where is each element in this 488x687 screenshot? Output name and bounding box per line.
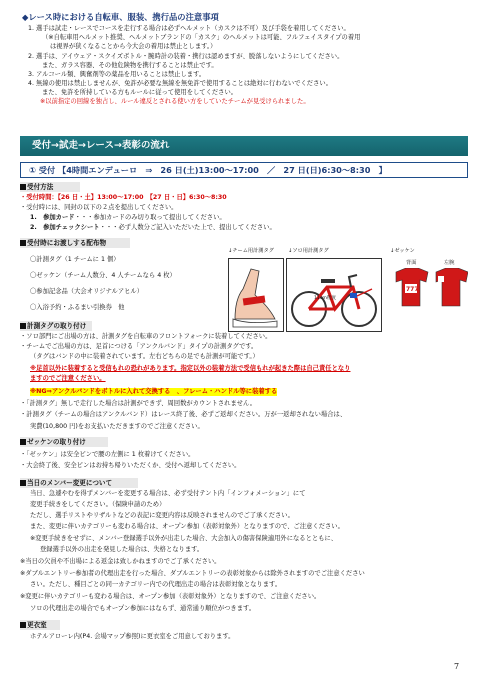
rules-warning: ※以前指定の回線を独占し、ルール違反とされる使い方をしていたチームが見受けられました。 [40,98,310,105]
timing-line: ・ソロ部門にご出場の方は、計測タグを自転車のフロントフォークに装着してください。 [20,333,272,340]
reception-header: 受付方法 [20,183,53,193]
member-line: 当日、急遽やむを得ずメンバーを変更する場合は、必ず受付テント内「インフォメーション」にて [30,490,306,497]
member-header: 当日のメンバー変更について [20,479,112,489]
rule-4: 4. 無線の使用は禁止しませんが、免許が必要な無線を無免許で使用することは絶対に行わないでください。 [28,80,332,87]
fig-label-left: 左腕 [444,260,455,266]
section-heading: ◆レース時における自転車、服装、携行品の注意事項 [22,12,219,22]
reception-item-2: 2. 参加チェックシート・・・必ず人数分ご記入いただいた上で、提出してください。 [30,224,276,231]
ankle-band-figure [228,258,284,332]
flow-band: 受付→試走→レース→表彰の流れ [20,136,468,156]
member-line: さい。ただし、種目ごとの同一カテゴリー内での代理出走の場合は表彰対象となります。 [30,581,282,588]
figures-area [226,248,470,338]
timing-line: ・計測タグ（チームの場合はアンクルバンド）はレース終了後、必ずご返却ください。万が一返却されない場合は、 [20,411,347,418]
member-line: ※変更手続きをせずに、メンバー登録選手以外が出走した場合、大会加入の傷害保険適用外になるとともに、 [30,535,338,542]
changing-line: ホテルアローレ内(P4. 会場マップ参照)に更衣室をご用意しております。 [30,633,235,640]
ankle-band-icon [229,259,283,331]
bib-line: ・「ゼッケン」は安全ピンで腰の左側に 1 枚着けてください。 [20,451,195,458]
member-line: ※当日の欠員や不出場による返金は致しかねますのでご了承ください。 [20,558,221,565]
rule-2: 2. 選手は、アイウェア・スクイズボトル・腕時計の装着・携行は認めますが、脱落しないようにしてください。 [28,53,344,60]
timing-line: ・チームでご出場の方は、足首につける「アンクルバンド」タイプの計測タグです。 [20,343,258,350]
timing-ng-note: ※NG⇒アンクルバンドをボトルに入れて交換する 、フレーム・ハンドル等に装着する [30,388,278,395]
reception-time: ・受付時間：【26 日・土】13:00～17:00 【27 日・日】6:30～8:30 [20,194,227,201]
rule-2-cont: また、ガラス容器、その他危険物を携行することは禁止です。 [42,62,218,69]
reception-item-1: 1. 参加カード・・・参加カードのみ切り取って提出してください。 [30,214,226,221]
kit-item: 〇参加記念品（大会オリジナルアヒル） [30,288,144,295]
fig-label-solo-tag: ↓ソロ用計測タグ [288,248,329,254]
fig-label-ankle: 11cm程度 [314,296,337,301]
timing-warning: ※足首以外に装着すると受信もれの恐れがあります。指定以外の装着方法で受信もれが起きた際は自己責任となり [30,365,351,372]
member-line: 登録選手以外の出走を発見した場合は、失格となります。 [40,546,204,553]
timing-line: （タグはバンドの中に装着されています。左右どちらの足でも計測が可能です。） [30,353,259,360]
changing-header: 更衣室 [20,621,47,631]
jersey-icon [388,268,468,308]
member-line: ただし、選手リストやリザルトなどの表記に変更内容は反映されませんのでご了承ください。 [30,512,294,519]
timing-header: 計測タグの取り付け [20,322,86,332]
kit-header: 受付時にお渡しする配布物 [20,239,106,249]
bib-header: ゼッケンの取り付け [20,438,86,448]
bike-figure [286,258,382,332]
reception-line: ・受付時には、同封の以下の２点を提出してください。 [20,204,178,211]
kit-item: 〇入浴予約・ふるまい引換券 他 [30,304,125,311]
page-number: 7 [454,662,460,671]
member-line: ※変更に伴いカテゴリーも変わる場合は、オープン参加（表彰対象外）となりますので、ご注意ください。 [20,593,321,600]
bib-number: 777 [406,286,419,293]
rule-1: 1. 選手は試走・レースでコースを走行する場合は必ずヘルメット（カスクは不可）及び手袋を着用してください。 [28,25,350,32]
fig-label-team-tag: ↓チーム用計測タグ [228,248,274,254]
timing-line: ・「計測タグ」無しで走行した場合は計測ができず、周回数がカウントされません。 [20,400,257,407]
reception-prefix: 受付 [38,165,56,175]
fig-label-bib: ↓ゼッケン [390,248,415,254]
member-line: ソロの代理出走の場合でもオープン参加にはならず、通常通り順位がつきます。 [30,605,256,612]
fig-label-back: 背面 [406,260,417,266]
member-line: また、変更に伴いカテゴリーも変わる場合は、オープン参加（表彰対象外）となりますので、ご注意ください。 [30,523,344,530]
bib-figure [388,258,468,332]
member-line: ※ダブルエントリー参加者の代理出走を行った場合、ダブルエントリーの表彰対象からは除外されますのでご注意ください [20,570,365,577]
rule-1-note: （※自転車用ヘルメット推奨、ヘルメットブランドの「カスク」のヘルメットは可能、フルフェイスタイプの着用 [42,34,361,41]
member-line: 変更手続きをしてください。（保険申請のため） [30,501,166,508]
bicycle-icon [287,259,381,331]
timing-warning-cont: ますのでご注意ください。 [30,375,106,382]
kit-item: 〇計測タグ（1 チームに 1 個） [30,256,120,263]
rule-4-cont: また、免許を所持している方もルールに従って使用をしてください。 [42,89,238,96]
circle-number: ① [29,165,36,175]
timing-line: 実費(10,800 円)をお支払いただきますのでご注意ください。 [30,423,204,430]
kit-item: 〇ゼッケン（チーム人数分、4 人チームなら 4 枚） [30,272,176,279]
reception-title: 【4時間エンデューロ ⇒ 26 日(土)13:00～17:00 ／ 27 日(日)6:30～8:30 】 [58,165,387,175]
bib-line: ・大会終了後、安全ピンはお持ち帰りいただくか、受付へ返却してください。 [20,462,241,469]
rule-3: 3. アルコール類、興奮剤等の薬品を用いることは禁止します。 [28,71,206,78]
reception-box [20,162,468,178]
rule-1-note-cont: は視界が狭くなることから今大会の着用は禁止とします。） [50,43,217,50]
